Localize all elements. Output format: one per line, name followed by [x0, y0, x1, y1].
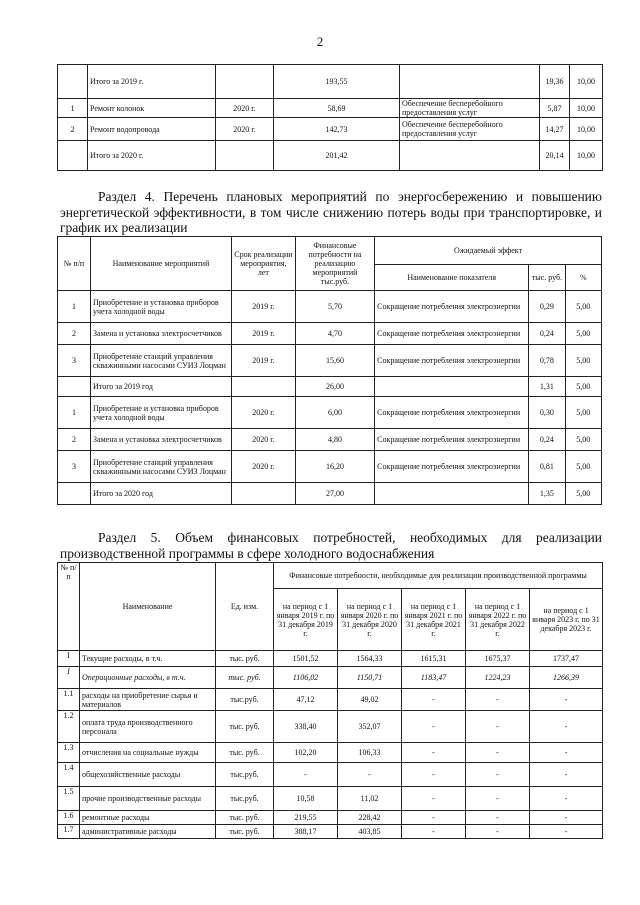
- table-energy-measures: [57, 236, 602, 505]
- row-value: 49,02: [338, 689, 402, 711]
- row-value: 352,07: [338, 711, 402, 743]
- table-row: [58, 711, 603, 743]
- row-year: 2019 г.: [231, 323, 295, 345]
- row-unit: тыс. руб.: [216, 651, 274, 667]
- row-name: ремонтные расходы: [80, 811, 216, 825]
- row-num: I: [58, 667, 80, 689]
- row-year: [216, 141, 274, 171]
- header-th: тыс. руб.: [529, 265, 565, 291]
- table-row: [58, 743, 603, 763]
- row-th: 0,81: [529, 451, 565, 483]
- table-financial-needs-head: [58, 563, 603, 651]
- row-num: 3: [58, 451, 91, 483]
- header-num: № п/п: [58, 563, 80, 651]
- row-value: -: [402, 743, 466, 763]
- row-num: 3: [58, 345, 91, 377]
- row-cost: 201,42: [274, 141, 400, 171]
- row-num: 2: [58, 429, 91, 451]
- row-value: -: [530, 743, 603, 763]
- row-num: 1.3: [58, 743, 80, 763]
- row-num: 1: [58, 99, 88, 118]
- row-name: Итого за 2019 г.: [88, 65, 216, 99]
- row-unit: тыс. руб.: [216, 811, 274, 825]
- row-pct: 5,00: [565, 377, 601, 397]
- row-value: 228,42: [338, 811, 402, 825]
- row-unit: тыс.руб.: [216, 787, 274, 811]
- section-4-heading: [60, 189, 602, 236]
- row-th: 1,31: [529, 377, 565, 397]
- header-effect: Ожидаемый эффект: [375, 237, 602, 265]
- header-group: Финансовые потребности, необходимые для реализации производственной программы: [274, 563, 603, 589]
- row-value: -: [402, 711, 466, 743]
- row-name: оплата труда производственного персонала: [80, 711, 216, 743]
- header-period: на период с 1 января 2023 г. по 31 декабря 2023 г.: [530, 589, 603, 651]
- row-num: 1.2: [58, 711, 80, 743]
- row-unit: тыс.руб.: [216, 763, 274, 787]
- row-indicator: Обеспечение бесперебойного предоставления услуг: [400, 99, 540, 118]
- row-value: -: [530, 711, 603, 743]
- row-value: -: [530, 811, 603, 825]
- table-row: [58, 451, 602, 483]
- row-num: [58, 141, 88, 171]
- row-num: 2: [58, 118, 88, 141]
- table-repairs: [57, 64, 603, 171]
- row-indicator: [400, 141, 540, 171]
- row-indicator: Сокращение потребления электроэнергии: [375, 451, 529, 483]
- row-indicator: Сокращение потребления электроэнергии: [375, 323, 529, 345]
- row-num: [58, 65, 88, 99]
- header-period: на период с 1 января 2022 г. по 31 декабря 2022 г.: [466, 589, 530, 651]
- row-num: 1.4: [58, 763, 80, 787]
- row-value: -: [402, 825, 466, 839]
- row-num: 1.1: [58, 689, 80, 711]
- row-year: [216, 65, 274, 99]
- row-th: 0,24: [529, 323, 565, 345]
- row-pct: 5,00: [565, 397, 601, 429]
- table-row: [58, 65, 603, 99]
- header-name: Наименование: [80, 563, 216, 651]
- row-indicator: Сокращение потребления электроэнергии: [375, 345, 529, 377]
- row-cost: 16,20: [295, 451, 374, 483]
- row-num: 1.5: [58, 787, 80, 811]
- row-cost: 4,80: [295, 429, 374, 451]
- table-row: [58, 291, 602, 323]
- row-value: -: [402, 811, 466, 825]
- header-period: на период с 1 января 2019 г. по 31 декабря 2019 г.: [274, 589, 338, 651]
- row-pct: 10,00: [570, 99, 603, 118]
- row-pct: 5,00: [565, 323, 601, 345]
- row-value: -: [402, 763, 466, 787]
- row-name: Приобретение и установка приборов учета холодной воды: [91, 291, 232, 323]
- table-row: [58, 787, 603, 811]
- row-name: общехозяйственные расходы: [80, 763, 216, 787]
- table-row: [58, 99, 603, 118]
- row-value: 403,85: [338, 825, 402, 839]
- row-value: -: [466, 763, 530, 787]
- row-year: 2020 г.: [231, 397, 295, 429]
- row-indicator: Обеспечение бесперебойного предоставления услуг: [400, 118, 540, 141]
- table-row: [58, 667, 603, 689]
- page-number: 2: [316, 34, 324, 49]
- row-name: Итого за 2019 год: [91, 377, 232, 397]
- table-row: [58, 651, 603, 667]
- row-name: Замена и установка электросчетчиков: [91, 429, 232, 451]
- row-cost: 27,00: [295, 483, 374, 505]
- row-year: [231, 377, 295, 397]
- row-value: 1150,71: [338, 667, 402, 689]
- row-pct: 10,00: [570, 65, 603, 99]
- row-unit: тыс. руб.: [216, 743, 274, 763]
- row-year: 2019 г.: [231, 291, 295, 323]
- table-financial-needs: [57, 562, 603, 839]
- row-num: 1: [58, 397, 91, 429]
- row-value: -: [402, 787, 466, 811]
- row-value: -: [466, 689, 530, 711]
- row-num: 1.7: [58, 825, 80, 839]
- table-row: [58, 429, 602, 451]
- row-value: -: [466, 811, 530, 825]
- row-value: 1183,47: [402, 667, 466, 689]
- row-value: -: [466, 743, 530, 763]
- header-period: на период с 1 января 2021 г. по 31 декабря 2021 г.: [402, 589, 466, 651]
- row-year: 2020 г.: [231, 451, 295, 483]
- table-energy-measures-rows: [58, 291, 602, 505]
- header-indicator: Наименование показателя: [375, 265, 529, 291]
- row-name: Приобретение станций управления скважинными насосами СУИЗ Лоцман: [91, 451, 232, 483]
- row-unit: тыс. руб.: [216, 711, 274, 743]
- row-name: прочие производственные расходы: [80, 787, 216, 811]
- row-num: 1: [58, 291, 91, 323]
- row-unit: тыс. руб.: [216, 825, 274, 839]
- row-value: 1501,52: [274, 651, 338, 667]
- row-cost: 142,73: [274, 118, 400, 141]
- row-value: -: [530, 825, 603, 839]
- row-value: -: [466, 711, 530, 743]
- header-finance: Финансовые потребности на реализацию мероприятий тыс.руб.: [295, 237, 374, 291]
- table-row: [58, 483, 602, 505]
- row-name: Приобретение и установка приборов учета холодной воды: [91, 397, 232, 429]
- row-cost: 5,70: [295, 291, 374, 323]
- row-value: -: [530, 763, 603, 787]
- header-name: Наименование мероприятий: [91, 237, 232, 291]
- row-indicator: [375, 483, 529, 505]
- row-value: 106,33: [338, 743, 402, 763]
- row-value: 10,58: [274, 787, 338, 811]
- row-year: 2020 г.: [216, 99, 274, 118]
- row-year: 2020 г.: [231, 429, 295, 451]
- row-th: 5,87: [540, 99, 570, 118]
- row-th: 0,24: [529, 429, 565, 451]
- section-5-heading: [60, 530, 602, 561]
- row-value: 1106,02: [274, 667, 338, 689]
- row-value: 1266,39: [530, 667, 603, 689]
- header-term: Срок реализации мероприятия, лет: [231, 237, 295, 291]
- header-unit: Ед. изм.: [216, 563, 274, 651]
- row-indicator: Сокращение потребления электроэнергии: [375, 397, 529, 429]
- row-value: 47,12: [274, 689, 338, 711]
- row-value: 1675,37: [466, 651, 530, 667]
- row-th: 0,30: [529, 397, 565, 429]
- row-indicator: Сокращение потребления электроэнергии: [375, 429, 529, 451]
- row-name: Ремонт водопровода: [88, 118, 216, 141]
- row-indicator: Сокращение потребления электроэнергии: [375, 291, 529, 323]
- row-value: 1737,47: [530, 651, 603, 667]
- row-value: 1564,33: [338, 651, 402, 667]
- table-repairs-body: [58, 65, 603, 171]
- row-th: 20,14: [540, 141, 570, 171]
- row-name: Текущие расходы, в т.ч.: [80, 651, 216, 667]
- row-value: -: [466, 787, 530, 811]
- row-pct: 5,00: [565, 345, 601, 377]
- row-th: 0,78: [529, 345, 565, 377]
- row-pct: 5,00: [565, 483, 601, 505]
- table-financial-needs-rows: [58, 651, 603, 839]
- row-name: отчисления на социальные нужды: [80, 743, 216, 763]
- row-th: 14,27: [540, 118, 570, 141]
- row-unit: тыс.руб.: [216, 689, 274, 711]
- row-year: 2019 г.: [231, 345, 295, 377]
- row-name: Замена и установка электросчетчиков: [91, 323, 232, 345]
- row-value: -: [466, 825, 530, 839]
- row-cost: 26,00: [295, 377, 374, 397]
- row-th: 19,36: [540, 65, 570, 99]
- row-name: административные расходы: [80, 825, 216, 839]
- row-pct: 5,00: [565, 451, 601, 483]
- row-value: -: [402, 689, 466, 711]
- row-pct: 5,00: [565, 291, 601, 323]
- row-value: -: [530, 689, 603, 711]
- row-num: [58, 377, 91, 397]
- row-pct: 5,00: [565, 429, 601, 451]
- section-4-text: Раздел 4. Перечень плановых мероприятий по энергосбережению и повышению энергетической эффективности, в том числе снижению потерь воды при транспортировке, и график их реализации: [60, 189, 602, 235]
- row-indicator: [375, 377, 529, 397]
- row-value: 219,55: [274, 811, 338, 825]
- row-value: -: [530, 787, 603, 811]
- row-value: -: [338, 763, 402, 787]
- table-row: [58, 377, 602, 397]
- row-name: расходы на приобретение сырья и материалов: [80, 689, 216, 711]
- header-pct: %: [565, 265, 601, 291]
- row-cost: 193,55: [274, 65, 400, 99]
- section-5-text: Раздел 5. Объем финансовых потребностей, необходимых для реализации производственной программы в сфере холодного водоснабжения: [60, 530, 602, 561]
- row-num: I: [58, 651, 80, 667]
- table-row: [58, 323, 602, 345]
- row-cost: 15,60: [295, 345, 374, 377]
- row-indicator: [400, 65, 540, 99]
- row-value: 1224,23: [466, 667, 530, 689]
- row-value: 388,17: [274, 825, 338, 839]
- table-row: [58, 345, 602, 377]
- row-cost: 4,70: [295, 323, 374, 345]
- row-num: [58, 483, 91, 505]
- table-row: [58, 118, 603, 141]
- row-value: 11,02: [338, 787, 402, 811]
- row-cost: 58,69: [274, 99, 400, 118]
- row-name: Приобретение станций управления скважинными насосами СУИЗ Лоцман: [91, 345, 232, 377]
- table-row: [58, 397, 602, 429]
- header-period: на период с 1 января 2020 г. по 31 декабря 2020 г.: [338, 589, 402, 651]
- table-row: [58, 825, 603, 839]
- row-name: Операционные расходы, в т.ч.: [80, 667, 216, 689]
- row-pct: 10,00: [570, 141, 603, 171]
- row-th: 0,29: [529, 291, 565, 323]
- row-value: 338,40: [274, 711, 338, 743]
- row-unit: тыс. руб.: [216, 667, 274, 689]
- row-name: Ремонт колонок: [88, 99, 216, 118]
- row-value: -: [274, 763, 338, 787]
- row-name: Итого за 2020 г.: [88, 141, 216, 171]
- row-num: 1.6: [58, 811, 80, 825]
- row-year: 2020 г.: [216, 118, 274, 141]
- table-row: [58, 141, 603, 171]
- row-pct: 10,00: [570, 118, 603, 141]
- header-num: № п/п: [58, 237, 91, 291]
- row-value: 102,20: [274, 743, 338, 763]
- row-num: 2: [58, 323, 91, 345]
- row-year: [231, 483, 295, 505]
- row-value: 1615,31: [402, 651, 466, 667]
- row-th: 1,35: [529, 483, 565, 505]
- table-row: [58, 689, 603, 711]
- table-energy-measures-body: [58, 237, 602, 291]
- table-row: [58, 763, 603, 787]
- table-row: [58, 811, 603, 825]
- row-cost: 6,00: [295, 397, 374, 429]
- row-name: Итого за 2020 год: [91, 483, 232, 505]
